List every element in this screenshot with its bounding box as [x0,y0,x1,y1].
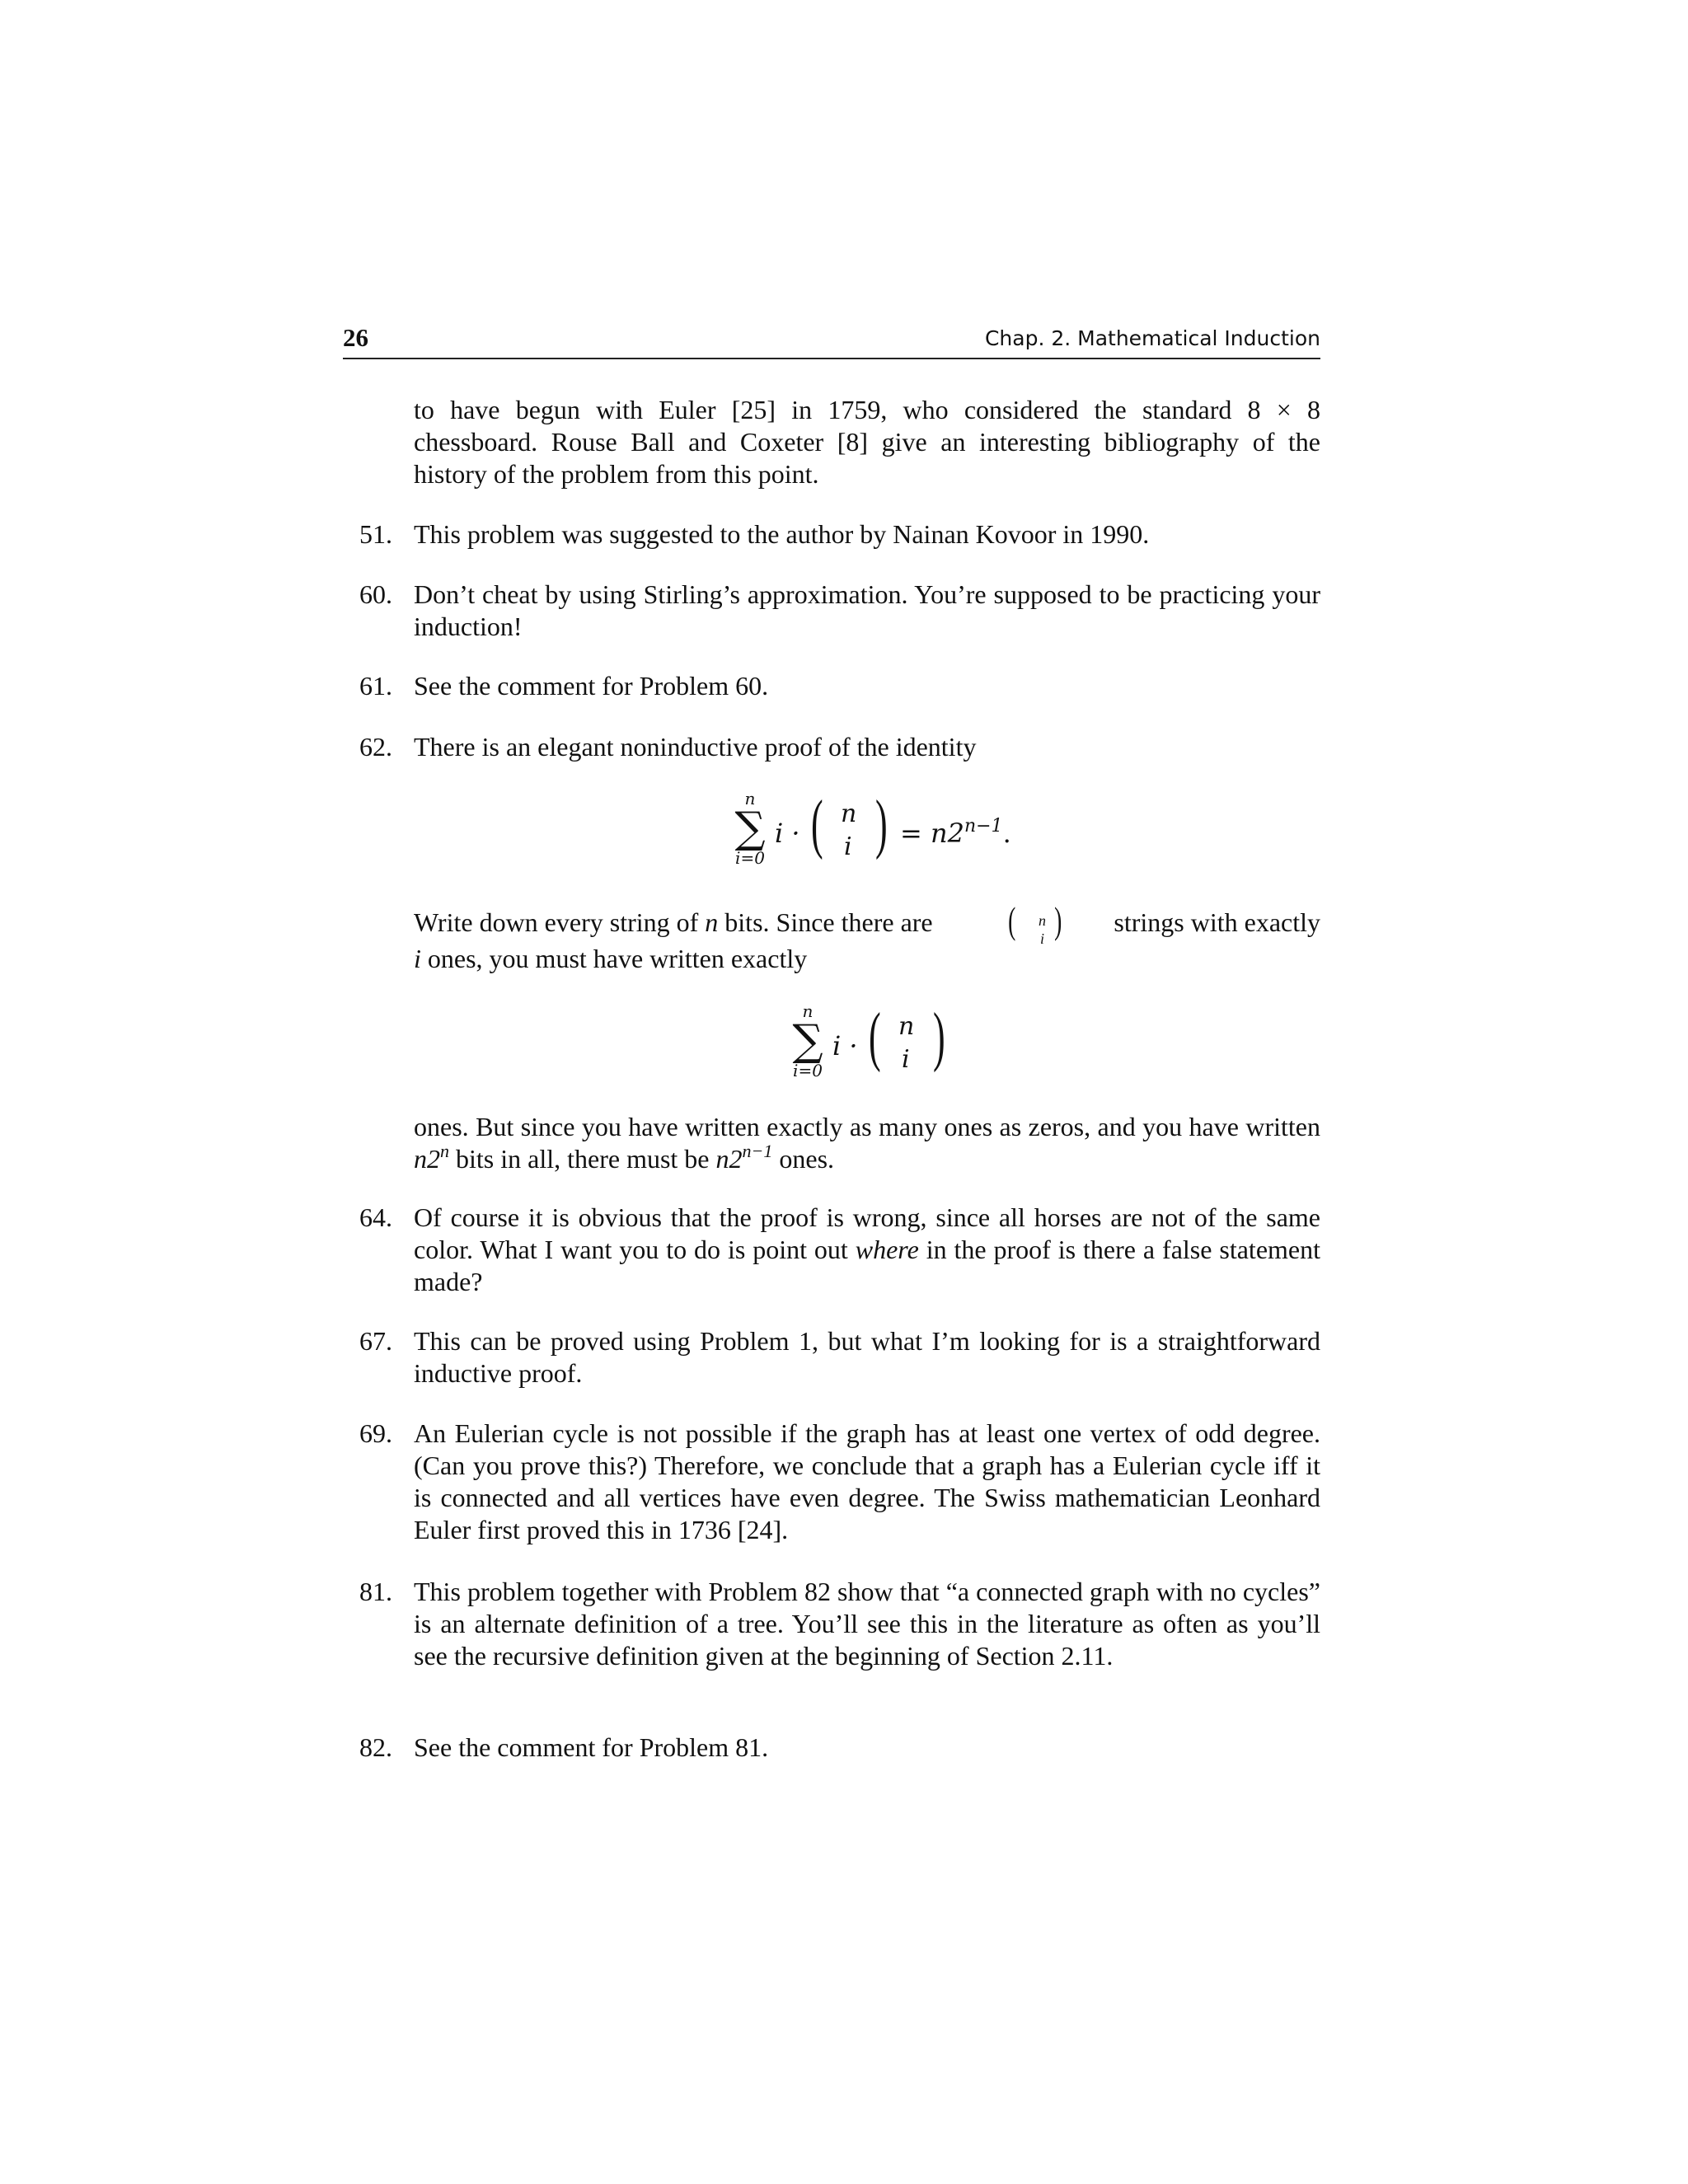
note-number: 69. [359,1418,392,1448]
binom-left-paren: ( [868,1001,881,1073]
note-81 [343,1576,1320,1672]
closing-var-n2: n2 [414,1144,440,1174]
note-number: 51. [359,519,392,549]
binom-top: n [898,1012,915,1041]
note-text: An Eulerian cycle is not possible if the graph has at least one vertex of odd degree. (Can you prove this?) Therefore, we conclude that a graph has a Eulerian cycle iff it is connected and all vertices have even degree. The Swiss mathematician Leonhard Euler first proved this in 1736 [24]. [414,1418,1320,1544]
note-text [414,1202,1320,1298]
lead-paragraph: to have begun with Euler [25] in 1759, who considered the standard 8 × 8 chessboard. Rouse Ball and Coxeter [8] give an interesting bibliography of the history of the problem from this point. [414,395,1320,489]
note-62 [343,731,1320,763]
note-text-a: Of course it is obvious that the proof is wrong, since all horses are not of the same color. What I want you to do is point out [414,1202,1320,1264]
inline-binom-left-paren: ( [1008,899,1016,941]
note-text: Don’t cheat by using Stirling’s approximation. You’re supposed to be practicing your induction! [414,579,1320,641]
page-header [343,321,1320,359]
running-head: Chap. 2. Mathematical Induction [984,326,1320,350]
note-number: 62. [359,732,392,762]
binom-right-paren: ) [932,1001,945,1073]
note-text: This problem together with Problem 82 show that “a connected graph with no cycles” is an alternate definition of a tree. You’ll see this in the literature as often as you’ll see the recursive definition given at the beginning of Section 2.11. [414,1577,1320,1671]
note-text: There is an elegant noninductive proof of the identity [414,732,977,762]
inline-binom-bottom: i [1040,930,1045,947]
sum-term: i · [775,818,800,849]
note-number: 67. [359,1326,392,1356]
closing-exp-n: n [440,1141,449,1161]
note-number: 82. [359,1732,392,1762]
note-number: 64. [359,1202,392,1232]
closing-var-n2b: n2 [715,1144,743,1174]
binom-bottom: i [902,1045,910,1074]
sigma-symbol: ∑ [792,1016,823,1066]
note-text: This can be proved using Problem 1, but what I’m looking for is a straightforward inductive proof. [414,1326,1320,1388]
summation [729,790,771,867]
sum-term: i · [832,1030,858,1062]
sigma-symbol: ∑ [734,804,766,853]
inline-binom-top: n [1039,912,1046,929]
note-67 [343,1325,1320,1390]
binom-bottom: i [844,832,852,861]
note-number: 61. [359,671,392,701]
para-var-n: n [705,907,719,937]
rhs-exponent: n−1 [964,816,1003,837]
para-var-i: i [414,944,421,973]
sum-upper-limit: n [744,789,756,808]
sum-lower-limit: i=0 [793,1061,823,1080]
para-text-b: bits. Since there are [718,907,933,937]
summation [787,1002,828,1080]
closing-text-b: bits in all, there must be [449,1144,716,1174]
rhs-period: . [1002,818,1011,849]
para-text-c: strings with exactly [1114,907,1320,937]
equation-rhs [900,818,1011,849]
note-62-closing [414,1111,1320,1175]
note-text: See the comment for Problem 81. [414,1732,769,1762]
page-number: 26 [343,323,368,352]
binom-left-paren: ( [810,788,823,860]
note-number: 60. [359,579,392,609]
note-number: 81. [359,1577,392,1606]
closing-text-a: ones. But since you have written exactly as many ones as zeros, and you have written [414,1112,1320,1141]
para-text-a: Write down every string of [414,907,706,937]
closing-exp-n-1: n−1 [742,1141,773,1161]
note-60 [343,579,1320,643]
sum-upper-limit: n [802,1001,814,1021]
sum-lower-limit: i=0 [735,848,765,868]
note-61 [343,670,1320,702]
note-62-paragraph [414,899,1320,975]
note-69 [343,1418,1320,1546]
note-text: This problem was suggested to the author by Nainan Kovoor in 1990. [414,519,1150,549]
note-emphasis: where [855,1235,919,1264]
inline-binom-right-paren: ) [1054,899,1062,941]
para-text-d: ones, you must have written exactly [420,944,808,973]
binom-right-paren: ) [874,788,888,860]
note-text-b: in the proof is there a false statement made? [414,1235,1321,1296]
rhs-base: = n2 [900,818,964,849]
note-text: See the comment for Problem 60. [414,671,769,701]
note-82 [343,1732,1320,1764]
note-51 [343,518,1320,551]
note-64 [343,1202,1320,1298]
binom-top: n [841,799,857,828]
closing-text-c: ones. [772,1144,835,1174]
